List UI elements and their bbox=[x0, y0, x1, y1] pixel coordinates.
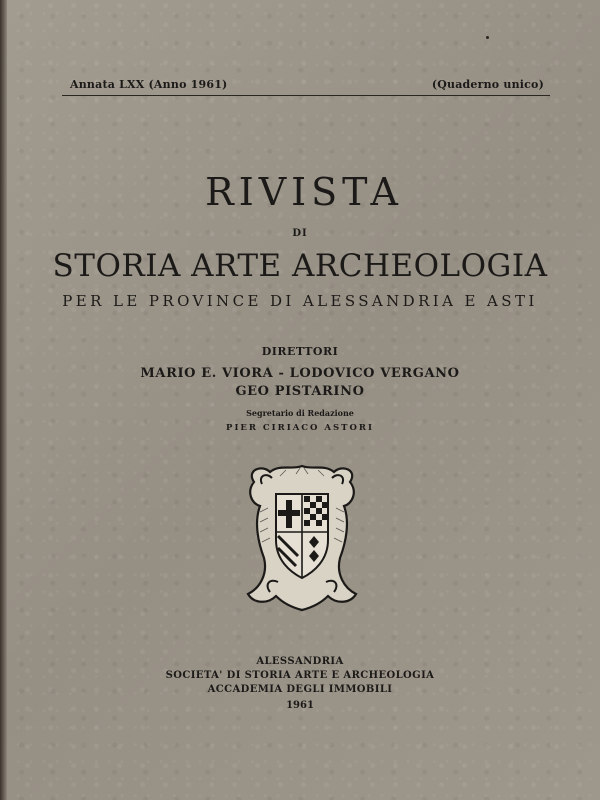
publication-year: 1961 bbox=[286, 700, 314, 711]
secretary-name: PIER CIRIACO ASTORI bbox=[226, 423, 374, 433]
publisher-society: SOCIETA' DI STORIA ARTE E ARCHEOLOGIA bbox=[165, 670, 435, 681]
directors-names bbox=[0, 365, 600, 401]
title-connector: DI bbox=[292, 228, 308, 239]
secretary-label: Segretario di Redazione bbox=[246, 408, 354, 418]
ink-speck bbox=[486, 36, 489, 39]
volume-label: Annata LXX (Anno 1961) bbox=[70, 78, 228, 91]
coat-of-arms-icon bbox=[240, 462, 364, 614]
directors-line-1: MARIO E. VIORA - LODOVICO VERGANO bbox=[140, 366, 460, 381]
header-rule bbox=[62, 95, 550, 96]
journal-provinces: PER LE PROVINCE DI ALESSANDRIA E ASTI bbox=[62, 292, 538, 310]
publisher-city: ALESSANDRIA bbox=[256, 656, 344, 667]
directors-label: DIRETTORI bbox=[261, 345, 339, 358]
journal-title: RIVISTA bbox=[205, 170, 403, 214]
header-row bbox=[70, 78, 544, 91]
publisher-academy: ACCADEMIA DEGLI IMMOBILI bbox=[207, 684, 393, 695]
publisher-block bbox=[0, 655, 600, 697]
journal-subject: STORIA ARTE ARCHEOLOGIA bbox=[52, 248, 548, 284]
issue-label: (Quaderno unico) bbox=[431, 78, 544, 91]
directors-line-2: GEO PISTARINO bbox=[235, 384, 365, 399]
